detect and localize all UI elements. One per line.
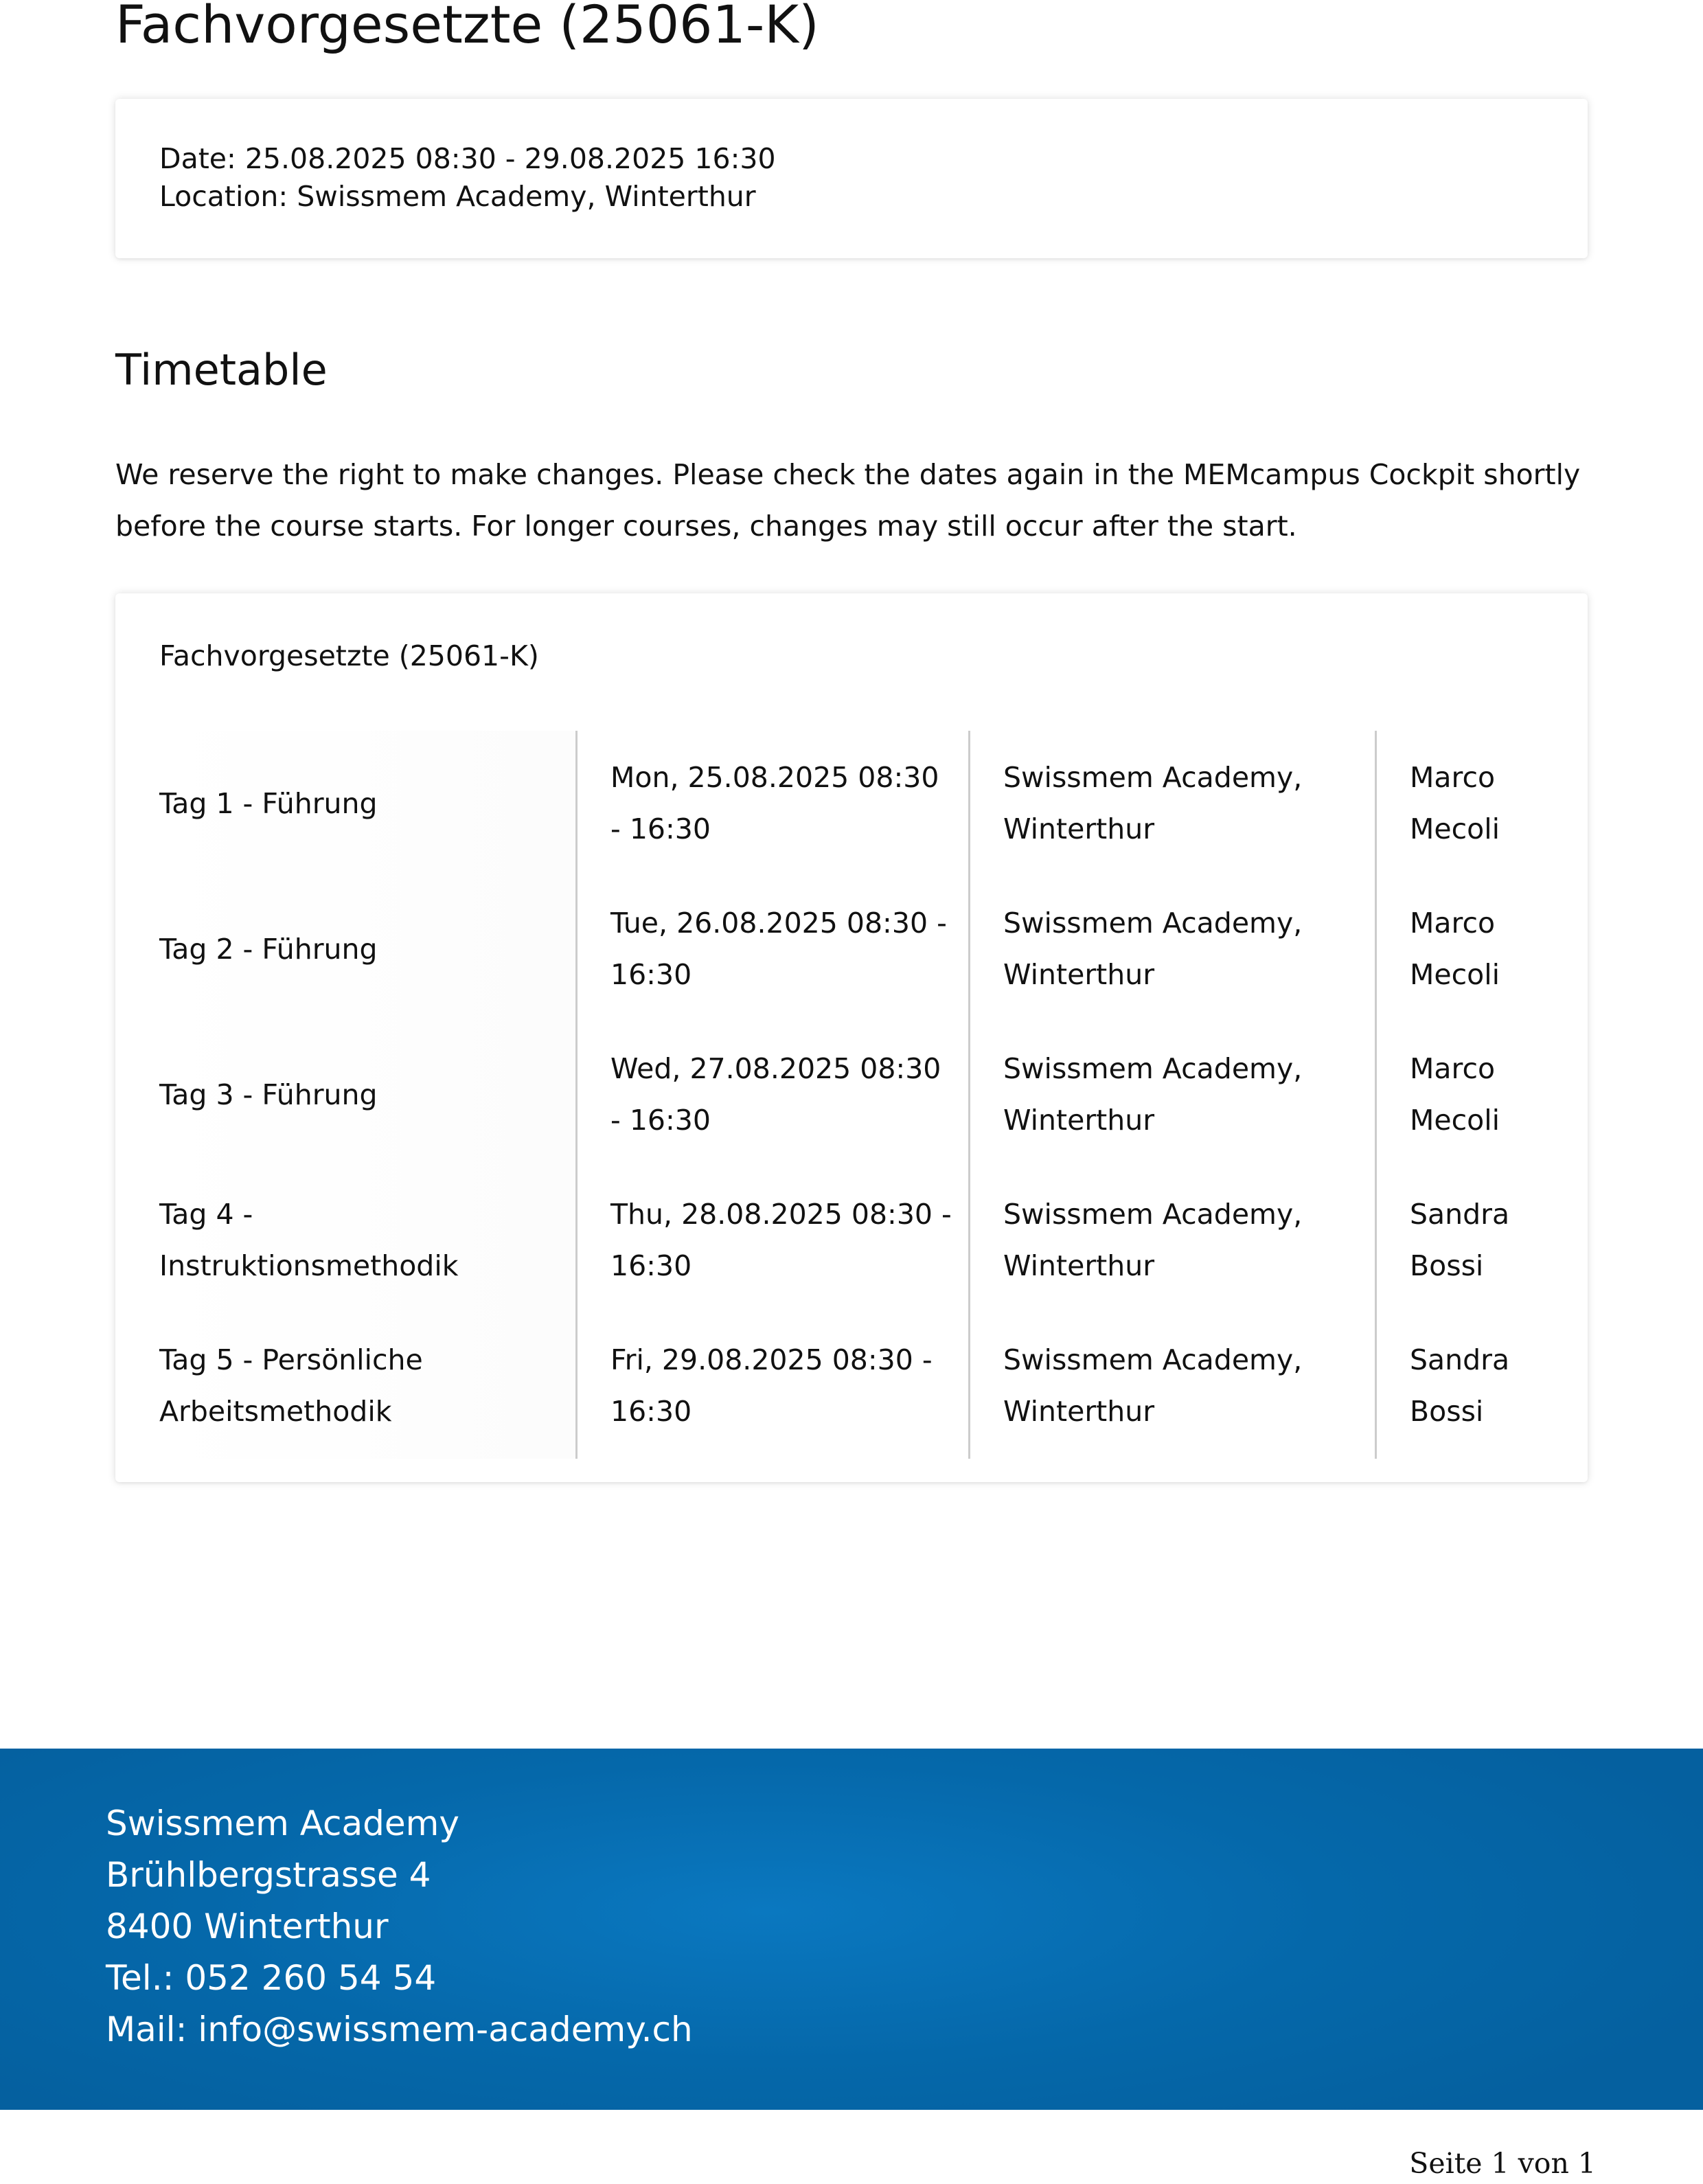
timetable-card xyxy=(115,593,1588,1482)
session-trainer: Marco Mecoli xyxy=(1375,731,1544,876)
session-location: Swissmem Academy, Winterthur xyxy=(968,1313,1375,1459)
course-info-card xyxy=(115,99,1588,258)
session-datetime: Mon, 25.08.2025 08:30 - 16:30 xyxy=(575,731,968,876)
session-topic: Tag 2 - Führung xyxy=(159,876,575,1022)
footer-organization: Swissmem Academy xyxy=(106,1804,459,1843)
session-datetime: Wed, 27.08.2025 08:30 - 16:30 xyxy=(575,1022,968,1168)
course-date: Date: 25.08.2025 08:30 - 29.08.2025 16:30 xyxy=(159,142,776,175)
session-datetime: Thu, 28.08.2025 08:30 - 16:30 xyxy=(575,1168,968,1313)
session-location: Swissmem Academy, Winterthur xyxy=(968,1168,1375,1313)
session-datetime: Tue, 26.08.2025 08:30 - 16:30 xyxy=(575,876,968,1022)
session-topic: Tag 3 - Führung xyxy=(159,1022,575,1168)
footer-mail: Mail: info@swissmem-academy.ch xyxy=(106,2010,693,2049)
session-trainer: Sandra Bossi xyxy=(1375,1168,1544,1313)
footer xyxy=(0,1749,1703,2110)
timetable-heading: Timetable xyxy=(115,345,328,395)
session-datetime: Fri, 29.08.2025 08:30 - 16:30 xyxy=(575,1313,968,1459)
page-number: Seite 1 von 1 xyxy=(1409,2147,1596,2180)
session-trainer: Marco Mecoli xyxy=(1375,876,1544,1022)
table-row xyxy=(159,876,1544,1022)
table-row xyxy=(159,1168,1544,1313)
timetable-course-title: Fachvorgesetzte (25061-K) xyxy=(159,639,539,672)
session-topic: Tag 5 - Persönliche Arbeitsmethodik xyxy=(159,1313,575,1459)
session-location: Swissmem Academy, Winterthur xyxy=(968,731,1375,876)
session-location: Swissmem Academy, Winterthur xyxy=(968,876,1375,1022)
footer-phone: Tel.: 052 260 54 54 xyxy=(106,1958,437,1998)
footer-street: Brühlbergstrasse 4 xyxy=(106,1855,431,1895)
course-location: Location: Swissmem Academy, Winterthur xyxy=(159,180,756,213)
timetable-table xyxy=(159,731,1544,1459)
page-title: Fachvorgesetzte (25061-K) xyxy=(115,0,819,55)
session-topic: Tag 1 - Führung xyxy=(159,731,575,876)
session-trainer: Sandra Bossi xyxy=(1375,1313,1544,1459)
table-row xyxy=(159,1022,1544,1168)
table-row xyxy=(159,731,1544,876)
session-trainer: Marco Mecoli xyxy=(1375,1022,1544,1168)
timetable-notice: We reserve the right to make changes. Please check the dates again in the MEMcampus Cockpit shortly before the course starts. For longer courses, changes may still occur after the start. xyxy=(115,458,1581,543)
session-topic: Tag 4 - Instruktionsmethodik xyxy=(159,1168,575,1313)
footer-city: 8400 Winterthur xyxy=(106,1907,389,1946)
session-location: Swissmem Academy, Winterthur xyxy=(968,1022,1375,1168)
table-row xyxy=(159,1313,1544,1459)
